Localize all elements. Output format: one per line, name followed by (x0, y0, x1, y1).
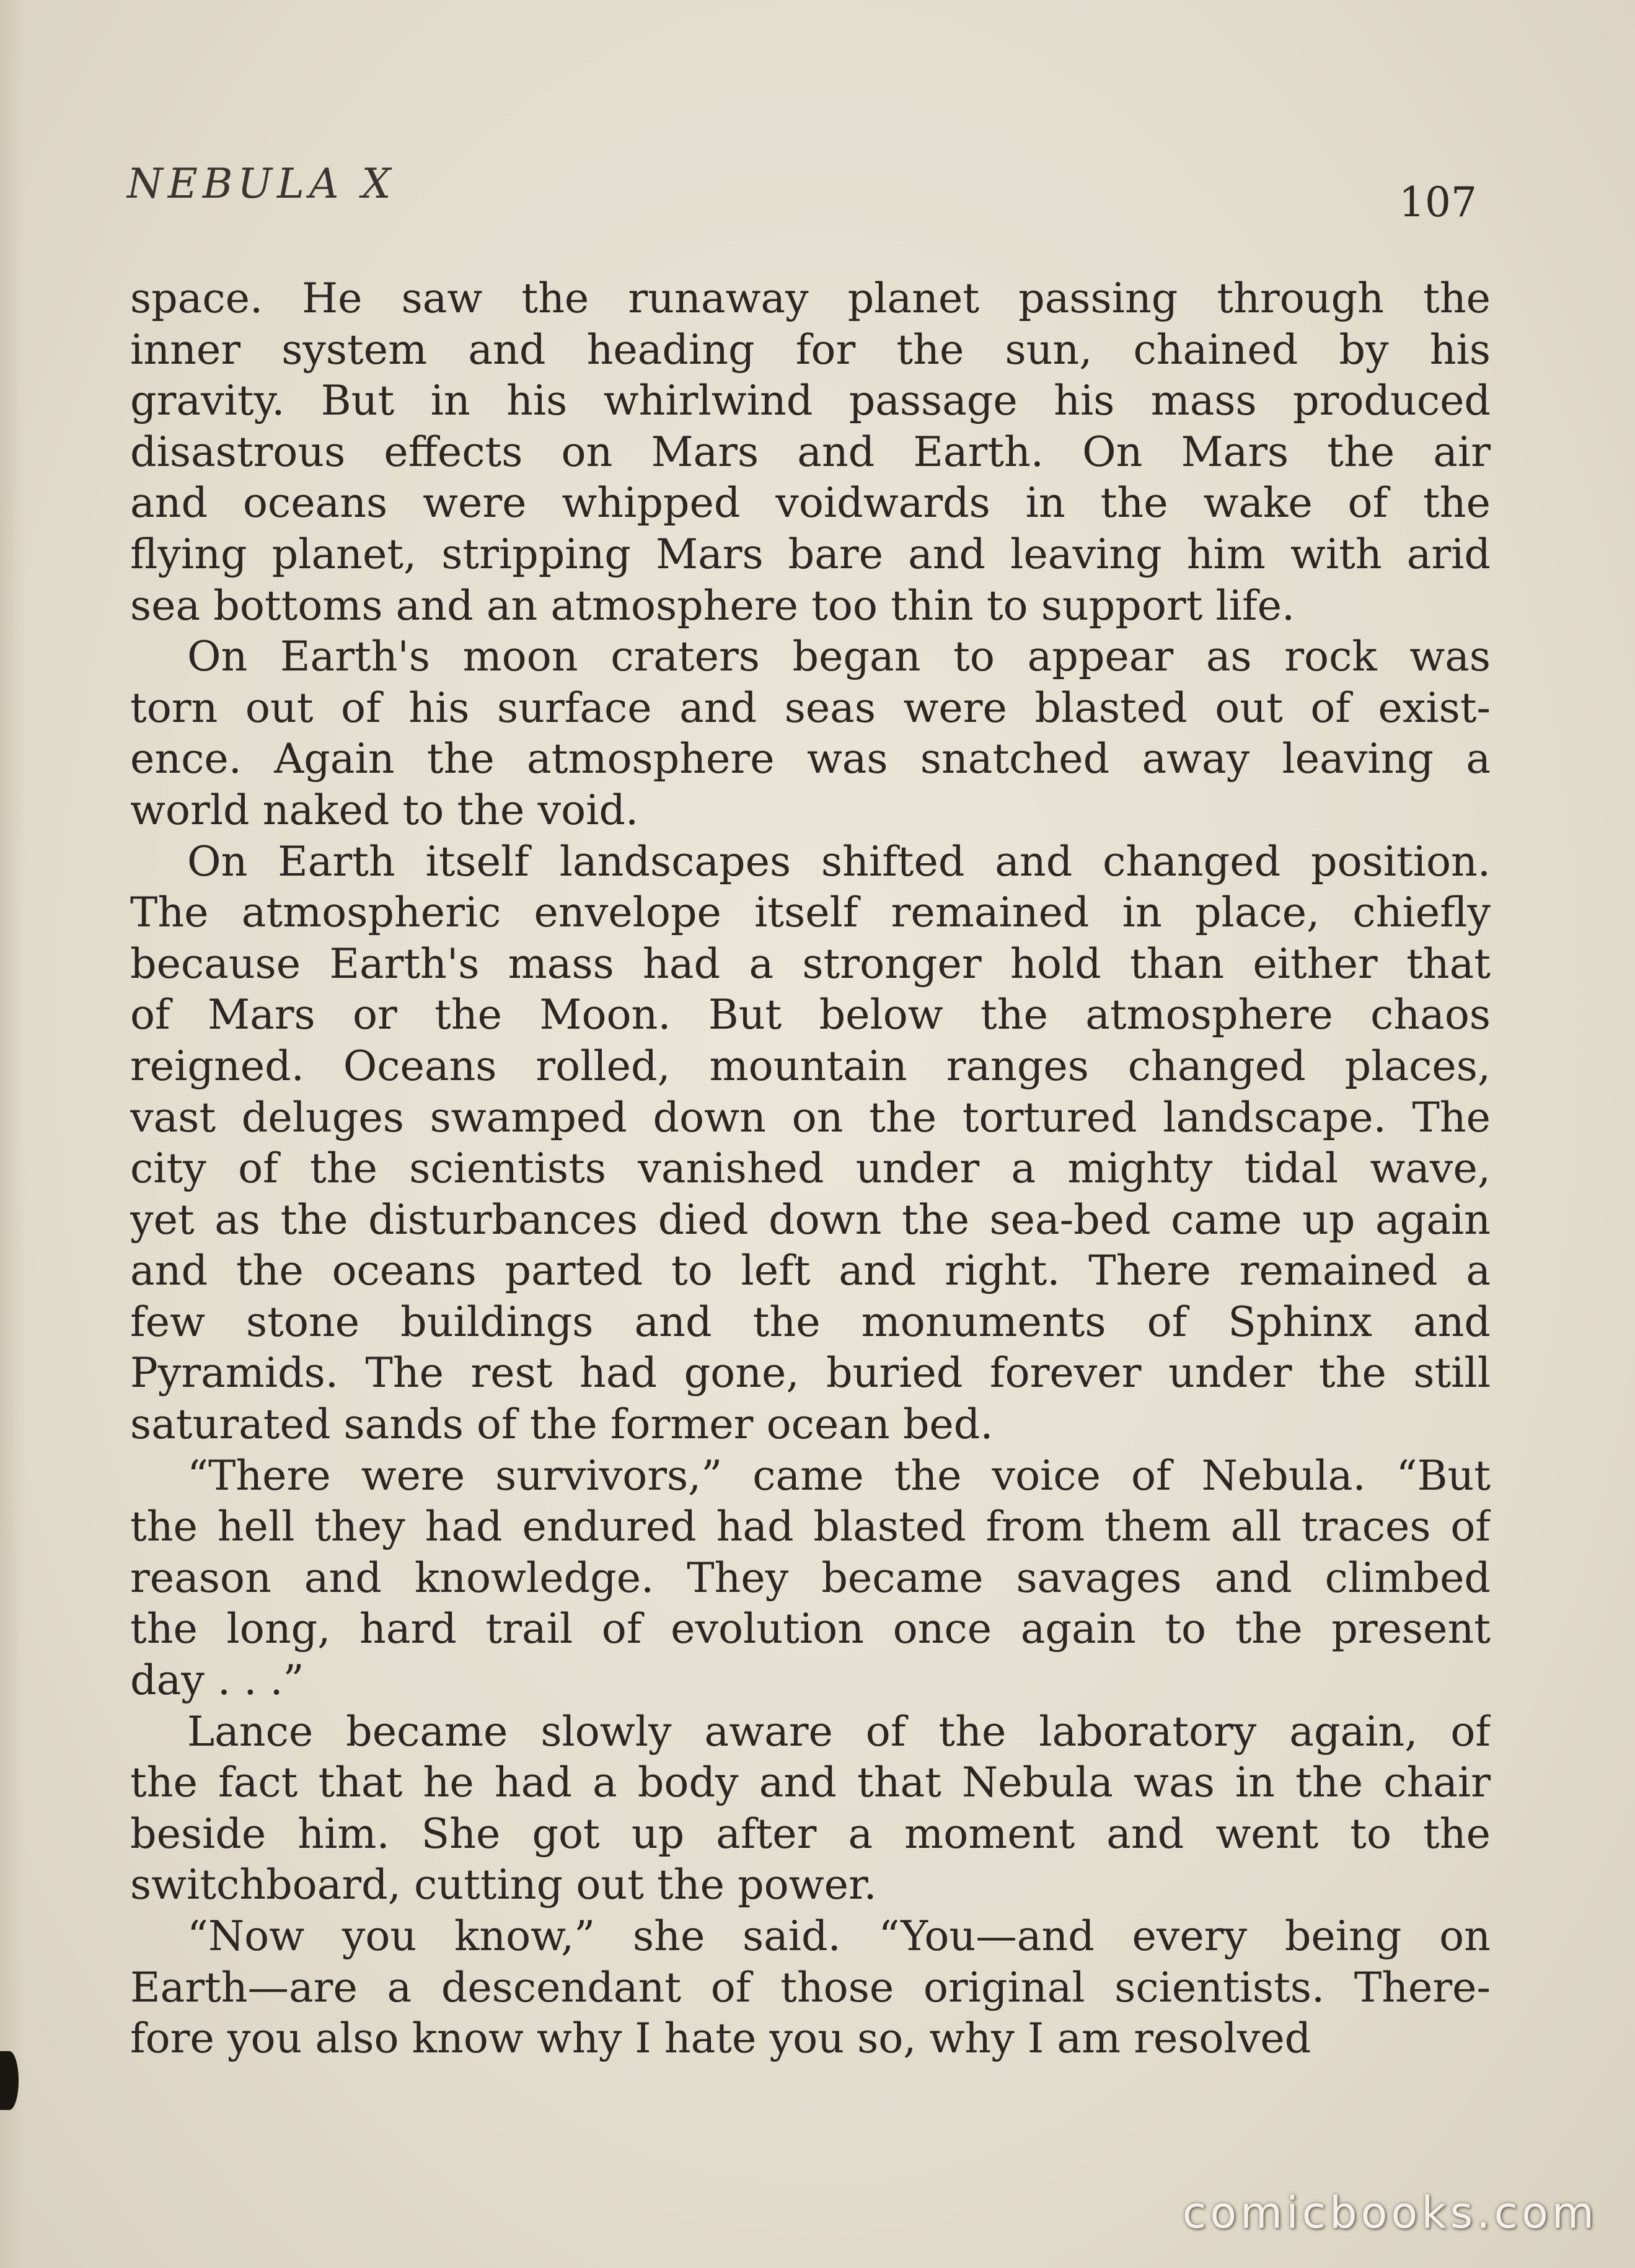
text-line: few stone buildings and the monuments of Sphinx and (130, 1297, 1491, 1346)
text-line: yet as the disturbances died down the sea-bed came up again (130, 1195, 1491, 1244)
text-line: the fact that he had a body and that Nebula was in the chair (130, 1758, 1491, 1807)
text-line: On Earth's moon craters began to appear as rock was (187, 632, 1491, 681)
watermark: comicbooks.com (1182, 2187, 1598, 2238)
text-line: reigned. Oceans rolled, mountain ranges changed places, (130, 1041, 1491, 1090)
page-edge-shadow (0, 0, 25, 2268)
text-line: sea bottoms and an atmosphere too thin to support life. (130, 581, 1295, 630)
text-line: the long, hard trail of evolution once again to the present (130, 1604, 1491, 1653)
text-line: and the oceans parted to left and right. There remained a (130, 1246, 1491, 1295)
text-line: gravity. But in his whirlwind passage his mass produced (130, 376, 1491, 425)
text-line: reason and knowledge. They became savages and climbed (130, 1553, 1491, 1602)
text-line: disastrous effects on Mars and Earth. On Mars the air (130, 427, 1491, 476)
text-line: city of the scientists vanished under a mighty tidal wave, (130, 1144, 1491, 1193)
text-line: torn out of his surface and seas were blasted out of exist- (130, 683, 1491, 732)
text-line: Pyramids. The rest had gone, buried forever under the still (130, 1348, 1491, 1397)
text-line: The atmospheric envelope itself remained in place, chiefly (130, 888, 1491, 937)
text-line: flying planet, stripping Mars bare and leaving him with arid (130, 529, 1491, 578)
text-line: “There were survivors,” came the voice of Nebula. “But (187, 1451, 1491, 1500)
page-number: 107 (1399, 178, 1477, 226)
text-line: fore you also know why I hate you so, why I am resolved (130, 2014, 1311, 2063)
text-line: day . . .” (130, 1656, 304, 1705)
text-line: inner system and heading for the sun, chained by his (130, 325, 1491, 374)
paragraph (130, 836, 1491, 1450)
text-line: world naked to the void. (130, 785, 639, 834)
text-line: ence. Again the atmosphere was snatched away leaving a (130, 734, 1491, 783)
text-line: switchboard, cutting out the power. (130, 1860, 877, 1909)
paragraph (130, 1450, 1491, 1706)
paragraph (130, 1910, 1491, 2064)
running-head: NEBULA X (127, 160, 396, 208)
text-line: saturated sands of the former ocean bed. (130, 1400, 994, 1449)
text-line: of Mars or the Moon. But below the atmosphere chaos (130, 990, 1491, 1039)
paragraph (130, 273, 1491, 631)
text-line: “Now you know,” she said. “You—and every being on (187, 1912, 1491, 1960)
paragraph (130, 631, 1491, 835)
paragraph (130, 1706, 1491, 1910)
text-line: Lance became slowly aware of the laboratory again, of (187, 1707, 1491, 1756)
text-line: beside him. She got up after a moment and went to the (130, 1809, 1491, 1858)
text-line: Earth—are a descendant of those original scientists. There- (130, 1963, 1491, 2011)
ink-blot (0, 2051, 19, 2110)
text-line: because Earth's mass had a stronger hold than either that (130, 939, 1491, 988)
text-line: and oceans were whipped voidwards in the wake of the (130, 478, 1491, 527)
text-line: space. He saw the runaway planet passing through the (130, 274, 1491, 322)
body-text (130, 273, 1491, 2064)
text-line: vast deluges swamped down on the tortured landscape. The (130, 1092, 1491, 1141)
text-line: On Earth itself landscapes shifted and changed position. (187, 837, 1491, 886)
text-line: the hell they had endured had blasted from them all traces of (130, 1502, 1491, 1551)
